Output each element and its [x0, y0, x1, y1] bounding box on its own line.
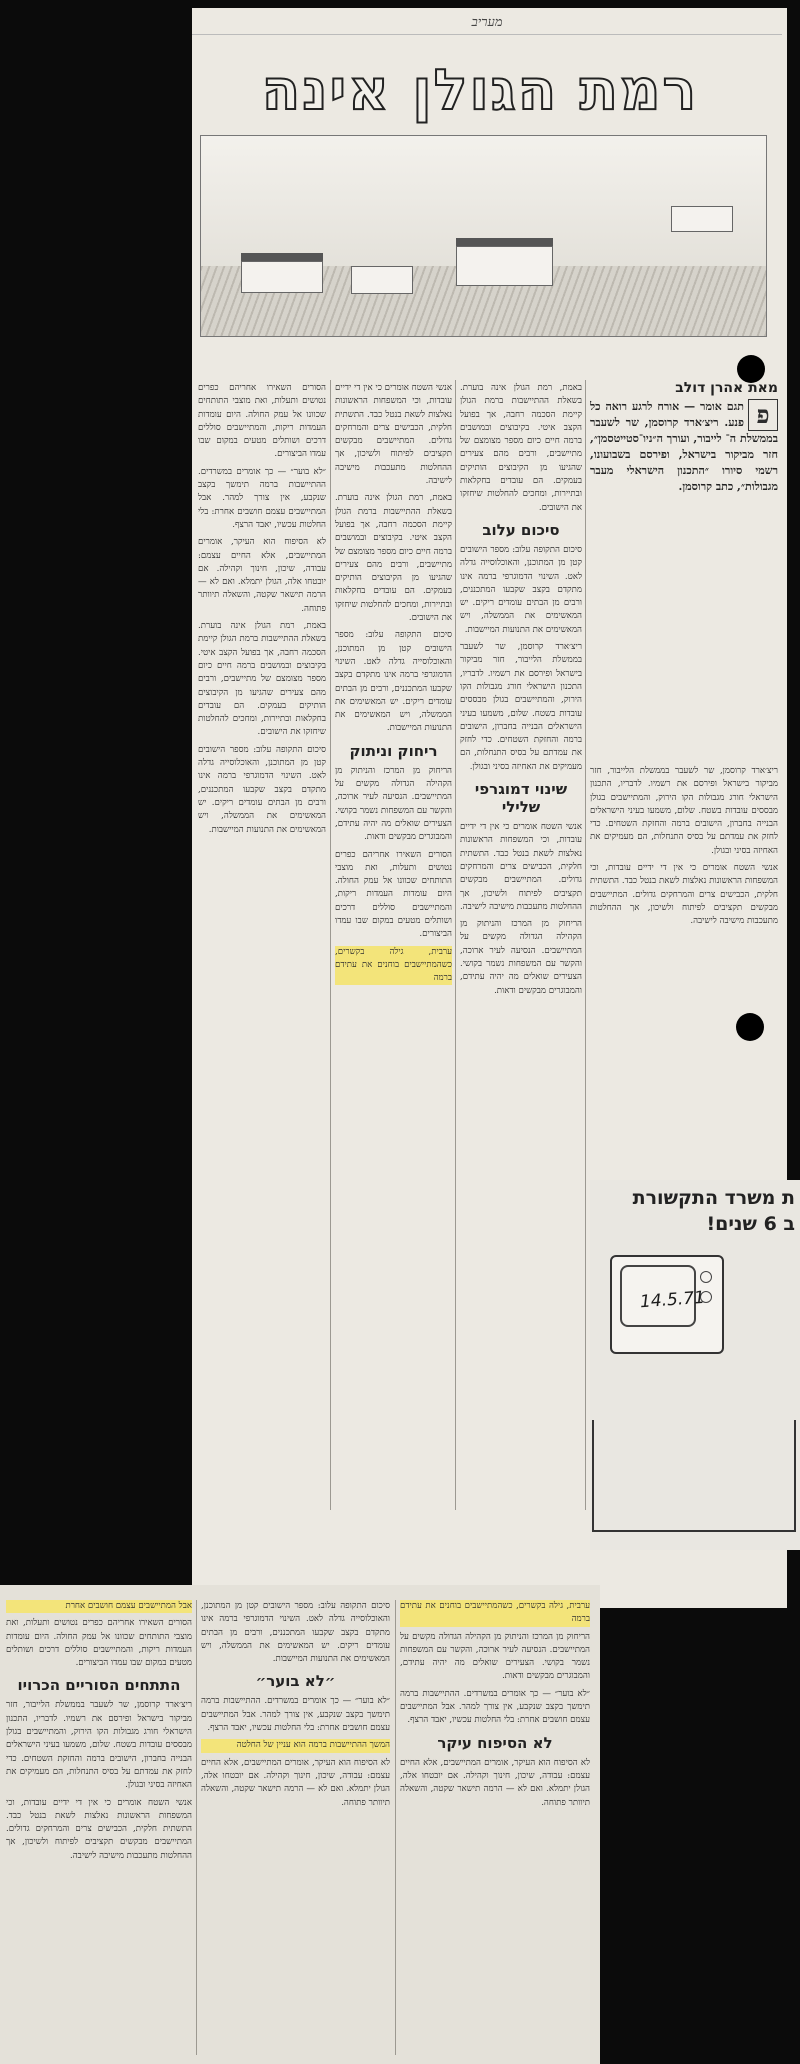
highlighted-passage: המשך ההתיישבות ברמה הוא עניין של החלטה	[201, 1739, 390, 1752]
body-paragraph: ריצ׳ארד קרוסמן, שר לשעבר בממשלת הלייבור, חזר מביקור בישראל ופירסם את רשמיו. לדבריו, התכנון הישראלי חורג מגבולות הקו הירוק, והמתיישבים בגולן מבססים עובדות בשטח. שלום, משמעו בעיני הישראלים הבנייה בחברון, הישובים ברמה והחזקת השטחים. כדי לחזק את עמדתם על בסיס התנחלות, הם מעמיקים את האחיזה בסיני ובגולן.	[6, 1700, 192, 1791]
article-column-2	[460, 382, 582, 1512]
highlighted-passage: ערבית, גילה בקשרים, כשהמתיישבים בוחנים את עתידם ברמה	[335, 946, 452, 986]
section-heading: סיכום עלוב	[482, 520, 560, 539]
column-rule	[395, 1600, 396, 2055]
house-illustration	[241, 261, 323, 293]
roof-illustration	[241, 253, 323, 261]
ministry-stamp	[595, 1185, 800, 1237]
lower-column-2	[201, 1600, 390, 2055]
masthead: מעריב	[192, 14, 782, 35]
stamp-title-line2: ב 6 שנים!	[706, 1213, 795, 1235]
section-heading: התתחים הסוריים הכרויו	[17, 1676, 181, 1695]
roof-illustration	[456, 238, 553, 246]
column-rule	[196, 1600, 197, 2055]
highlighted-passage: אבל המתיישבים עצמם חושבים אחרת	[6, 1600, 192, 1613]
body-paragraph: הריחוק מן המרכז והניתוק מן הקהילה הגדולה מקשים על המתיישבים. הנסיעה לעיר ארוכה, והקשר עם המשפחות נשמר בקושי. הצעירים שואלים מה יהיה עתידם, והמבוגרים מבקשים ודאות.	[400, 1631, 590, 1682]
article-photo	[200, 135, 767, 337]
body-paragraph: ״לא בוער״ — כך אומרים במשרדים. ההתיישבות ברמה תימשך בקצב שנקבע, אין צורך למהר. אבל המתיישבים עצמם חושבים אחרת: בלי החלטות עכשיו, יאבד הרצף.	[201, 1696, 390, 1734]
punch-hole	[737, 355, 765, 383]
section-heading: שינוי דמוגרפי שלילי	[474, 780, 568, 817]
column-rule	[330, 380, 331, 1510]
headline: רמת הגולן אינה	[261, 58, 699, 123]
body-paragraph: באמת, רמת הגולן אינה בוערת. בשאלת ההתיישבות ברמת הגולן קיימת הסכמה רחבה, אך בפועל הקצב איטי. בקיבוצים ובמושבים ברמה חיים כיום מספר מצומצם של מתיישבים, ורבים מהם צעירים שהגיעו מן הקיבוצים הותיקים בעמקים. הם עובדים בחקלאות ובתיירות, ומחכים להחלטות שיחזקו את הישובים.	[335, 493, 452, 624]
body-paragraph: הסורים השאירו אחריהם כפרים נטושים ותעלות, ואת מוצבי התותחים שכוונו אל עמק החולה. היום עומדות העמדות ריקות, והמתיישבים סוללים דרכים ושותלים מטעים במקום שבו עמדו הביצורים.	[6, 1618, 192, 1669]
body-paragraph: סיכום התקופה עלוב: מספר הישובים קטן מן המתוכנן, והאוכלוסייה גדלה לאט. השינוי הדמוגרפי ברמה אינו מתקדם בקצב שקבעו המתכננים, ורבים מן הבתים עומדים ריקים. יש המאשימים את הממשלה, ויש המאשימים את התנועות המיישבות.	[201, 1601, 390, 1665]
lede-paragraph: תגם אומר — אורח לרגע רואה כל פנע. ריצ׳ארד קרוסמן, שר לשעבר בממשלת ה־ לייבור, ועורך ה״ניו־סטייטסמן״, חזר מביקור בישראל, ופירסם בשבועונו, רשמי סיורו ״התכנון הישראלי מעבר מגבולות״, כתב קרוסמן.	[590, 400, 778, 494]
article-column-3	[335, 382, 452, 1512]
body-paragraph: לא הסיפוח הוא העיקר, אומרים המתיישבים, אלא החיים עצמם: עבודה, שיכון, חינוך וקהילה. אם יובטחו אלה, הגולן יתמלא. ואם לא — הרמה תישאר שקטה, והשאלה תיוותר פתוחה.	[198, 537, 326, 614]
body-paragraph: באמת, רמת הגולן אינה בוערת. בשאלת ההתיישבות ברמת הגולן קיימת הסכמה רחבה, אך בפועל הקצב איטי. בקיבוצים ובמושבים ברמה חיים כיום מספר מצומצם של מתיישבים, ורבים מהם צעירים שהגיעו מן הקיבוצים הותיקים בעמקים. הם עובדים בחקלאות ובתיירות, ומחכים להחלטות שיחזקו את הישובים.	[460, 383, 582, 513]
body-paragraph: ריצ׳ארד קרוסמן, שר לשעבר בממשלת הלייבור, חזר מביקור בישראל ופירסם את רשמיו. לדבריו, התכנון הישראלי חורג מגבולות הקו הירוק, והמתיישבים בגולן מבססים עובדות בשטח. שלום, משמעו בעיני הישראלים הבנייה בחברון, הישובים ברמה והחזקת השטחים. כדי לחזק את עמדתם על בסיס התנחלות, הם מעמיקים את האחיזה בסיני ובגולן.	[590, 766, 778, 856]
handwritten-date: 14.5.71	[639, 1287, 706, 1313]
section-heading: לא הסיפוח עיקר	[437, 1733, 553, 1752]
body-paragraph: אנשי השטח אומרים כי אין די ידיים עובדות, וכי המשפחות הראשונות נאלצות לשאת בנטל כבד. התשתית חלקית, הכבישים צרים והמרחקים גדולים. המתיישבים מבקשים תקציבים לפיתוח ולשיכון, אך ההחלטות מתעכבות מישיבה לישיבה.	[590, 863, 778, 927]
body-paragraph: לא הסיפוח הוא העיקר, אומרים המתיישבים, אלא החיים עצמם: עבודה, שיכון, חינוך וקהילה. אם יובטחו אלה, הגולן יתמלא. ואם לא — הרמה תישאר שקטה, והשאלה תיוותר פתוחה.	[201, 1757, 390, 1808]
body-paragraph: ריצ׳ארד קרוסמן, שר לשעבר בממשלת הלייבור, חזר מביקור בישראל ופירסם את רשמיו. לדבריו, התכנון הישראלי חורג מגבולות הקו הירוק, והמתיישבים בגולן מבססים עובדות בשטח. שלום, משמעו בעיני הישראלים הבנייה בחברון, הישובים ברמה והחזקת השטחים. כדי לחזק את עמדתם על בסיס התנחלות, הם מעמיקים את האחיזה בסיני ובגולן.	[460, 642, 582, 772]
house-illustration	[456, 246, 553, 286]
stamp-border	[592, 1420, 796, 1532]
body-paragraph: ״לא בוער״ — כך אומרים במשרדים. ההתיישבות ברמה תימשך בקצב שנקבע, אין צורך למהר. אבל המתיישבים עצמם חושבים אחרת: בלי החלטות עכשיו, יאבד הרצף.	[400, 1688, 590, 1726]
body-paragraph: אנשי השטח אומרים כי אין די ידיים עובדות, וכי המשפחות הראשונות נאלצות לשאת בנטל כבד. התשתית חלקית, הכבישים צרים והמרחקים גדולים. המתיישבים מבקשים תקציבים לפיתוח ולשיכון, אך ההחלטות מתעכבות מישיבה לישיבה.	[335, 383, 452, 487]
body-paragraph: אנשי השטח אומרים כי אין די ידיים עובדות, וכי המשפחות הראשונות נאלצות לשאת בנטל כבד. התשתית חלקית, הכבישים צרים והמרחקים גדולים. המתיישבים מבקשים תקציבים לפיתוח ולשיכון, אך ההחלטות מתעכבות מישיבה לישיבה.	[460, 822, 582, 912]
highlighted-passage: ערבית, גילה בקשרים, כשהמתיישבים בוחנים את עתידם ברמה	[400, 1600, 590, 1627]
body-paragraph: הריחוק מן המרכז והניתוק מן הקהילה הגדולה מקשים על המתיישבים. הנסיעה לעיר ארוכה, והקשר עם המשפחות נשמר בקושי. הצעירים שואלים מה יהיה עתידם, והמבוגרים מבקשים ודאות.	[460, 919, 582, 996]
lower-column-1	[400, 1600, 590, 2055]
body-paragraph: ״לא בוער״ — כך אומרים במשרדים. ההתיישבות ברמה תימשך בקצב שנקבע, אין צורך למהר. אבל המתיישבים עצמם חושבים אחרת: בלי החלטות עכשיו, יאבד הרצף.	[198, 466, 326, 530]
article-column-1	[590, 382, 778, 762]
body-paragraph: הסורים השאירו אחריהם כפרים נטושים ותעלות, ואת מוצבי התותחים שכוונו אל עמק החולה. היום עומדות העמדות ריקות, והמתיישבים סוללים דרכים ושותלים מטעים במקום שבו עמדו הביצורים.	[198, 383, 326, 460]
lower-column-3	[6, 1600, 192, 2055]
house-illustration	[671, 206, 733, 232]
body-paragraph: הריחוק מן המרכז והניתוק מן הקהילה הגדולה מקשים על המתיישבים. הנסיעה לעיר ארוכה, והקשר עם המשפחות נשמר בקושי. הצעירים שואלים מה יהיה עתידם, והמבוגרים מבקשים ודאות.	[335, 765, 452, 843]
drop-cap: פ	[748, 399, 778, 431]
column-rule	[585, 380, 586, 1510]
body-paragraph: סיכום התקופה עלוב: מספר הישובים קטן מן המתוכנן, והאוכלוסייה גדלה לאט. השינוי הדמוגרפי ברמה אינו מתקדם בקצב שקבעו המתכננים, ורבים מן הבתים עומדים ריקים. יש המאשימים את הממשלה, ויש המאשימים את התנועות המיישבות.	[198, 744, 326, 835]
tv-knob-icon	[700, 1271, 712, 1283]
article-column-1b	[590, 765, 778, 1175]
body-paragraph: לא הסיפוח הוא העיקר, אומרים המתיישבים, אלא החיים עצמם: עבודה, שיכון, חינוך וקהילה. אם יובטחו אלה, הגולן יתמלא. ואם לא — הרמה תישאר שקטה, והשאלה תיוותר פתוחה.	[400, 1757, 590, 1808]
body-paragraph: אנשי השטח אומרים כי אין די ידיים עובדות, וכי המשפחות הראשונות נאלצות לשאת בנטל כבד. התשתית חלקית, הכבישים צרים והמרחקים גדולים. המתיישבים מבקשים תקציבים לפיתוח ולשיכון, אך ההחלטות מתעכבות מישיבה לישיבה.	[6, 1797, 192, 1861]
column-rule	[455, 380, 456, 1510]
byline: מאת אהרן דולב	[675, 382, 778, 396]
body-paragraph: הסורים השאירו אחריהם כפרים נטושים ותעלות, ואת מוצבי התותחים שכוונו אל עמק החולה. היום עומדות העמדות ריקות, והמתיישבים סוללים דרכים ושותלים מטעים במקום שבו עמדו הביצורים.	[335, 849, 452, 940]
article-column-4	[198, 382, 326, 1512]
body-paragraph: סיכום התקופה עלוב: מספר הישובים קטן מן המתוכנן, והאוכלוסייה גדלה לאט. השינוי הדמוגרפי ברמה אינו מתקדם בקצב שקבעו המתכננים, ורבים מן הבתים עומדים ריקים. יש המאשימים את הממשלה, ויש המאשימים את התנועות המיישבות.	[460, 544, 582, 635]
body-paragraph: סיכום התקופה עלוב: מספר הישובים קטן מן המתוכנן, והאוכלוסייה גדלה לאט. השינוי הדמוגרפי ברמה אינו מתקדם בקצב שקבעו המתכננים, ורבים מן הבתים עומדים ריקים. יש המאשימים את הממשלה, ויש המאשימים את התנועות המיישבות.	[335, 630, 452, 734]
section-heading: ״לא בוער״	[255, 1672, 336, 1691]
stamp-title-line1: ת משרד התקשורת	[632, 1187, 795, 1209]
house-illustration	[351, 266, 413, 294]
body-paragraph: באמת, רמת הגולן אינה בוערת. בשאלת ההתיישבות ברמת הגולן קיימת הסכמה רחבה, אך בפועל הקצב איטי. בקיבוצים ובמושבים ברמה חיים כיום מספר מצומצם של מתיישבים, ורבים מהם צעירים שהגיעו מן הקיבוצים הותיקים בעמקים. הם עובדים בחקלאות ובתיירות, ומחכים להחלטות שיחזקו את הישובים.	[198, 621, 326, 738]
section-heading: ריחוק וניתוק	[349, 741, 438, 760]
